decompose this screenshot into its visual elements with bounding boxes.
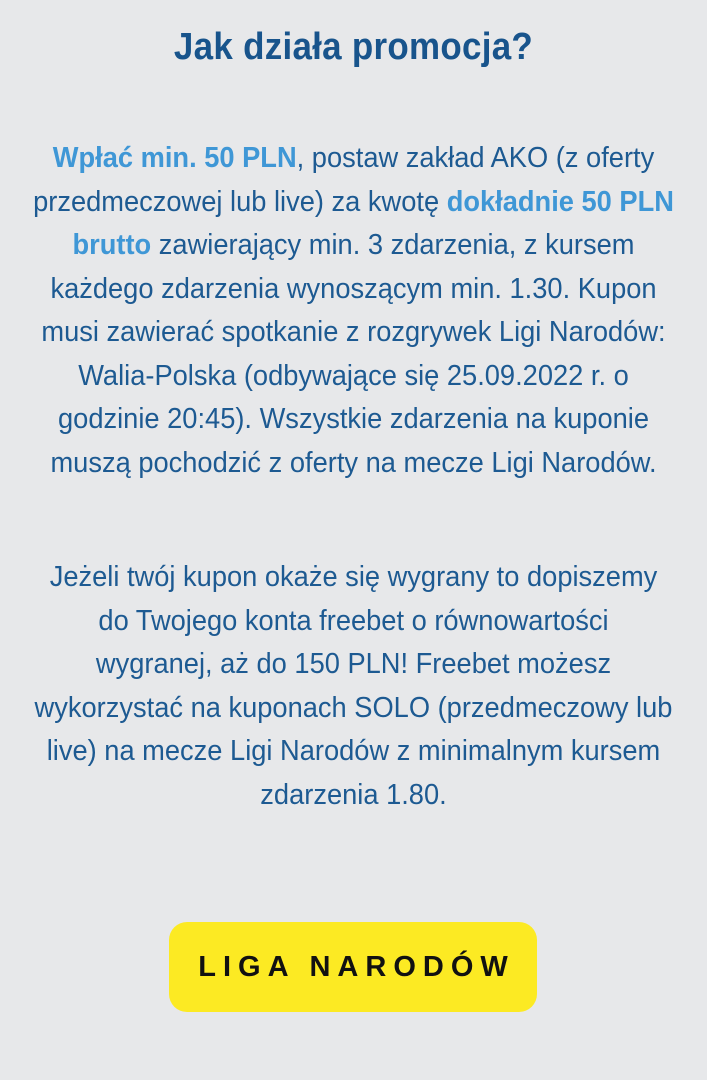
paragraph-line: Jeżeli twój kupon okaże się wygrany to dopiszemy	[49, 561, 658, 593]
paragraph-line	[21, 224, 686, 268]
paragraph-line: zdarzenia 1.80.	[260, 778, 447, 811]
paragraph-line: wygranej, aż do 150 PLN! Freebet możesz	[95, 648, 612, 680]
highlight-deposit: Wpłać min. 50 PLN	[52, 142, 297, 174]
line-text: , postaw zakład AKO (z oferty	[296, 142, 655, 174]
highlight-brutto: brutto	[72, 229, 152, 261]
paragraph-line: musi zawierać spotkanie z rozgrywek Ligi Narodów:	[41, 316, 666, 348]
liga-narodow-button-label: LIGA NARODÓW	[198, 950, 515, 983]
line-text: przedmeczowej lub live) za kwotę	[33, 185, 447, 218]
paragraph-line: Walia-Polska (odbywające się 25.09.2022 r. o	[78, 359, 629, 392]
liga-narodow-button[interactable]	[169, 922, 537, 1012]
paragraph-line: live) na mecze Ligi Narodów z minimalnym kursem	[46, 735, 661, 767]
freebet-info-paragraph	[0, 556, 707, 817]
paragraph-line: każdego zdarzenia wynoszącym min. 1.30. Kupon	[50, 272, 657, 305]
paragraph-line: wykorzystać na kuponach SOLO (przedmeczowy lub	[34, 691, 673, 724]
page-title: Jak działa promocja?	[173, 26, 534, 68]
paragraph-line	[21, 181, 686, 225]
highlight-amount: dokładnie 50 PLN	[446, 185, 674, 218]
paragraph-line: do Twojego konta freebet o równowartości	[98, 604, 609, 637]
line-text: zawierający min. 3 zdarzenia, z kursem	[151, 229, 635, 261]
promo-rules-paragraph	[0, 137, 707, 485]
paragraph-line: godzinie 20:45). Wszystkie zdarzenia na kuponie	[58, 403, 649, 435]
paragraph-line	[21, 137, 686, 181]
paragraph-line: muszą pochodzić z oferty na mecze Ligi Narodów.	[50, 446, 657, 479]
